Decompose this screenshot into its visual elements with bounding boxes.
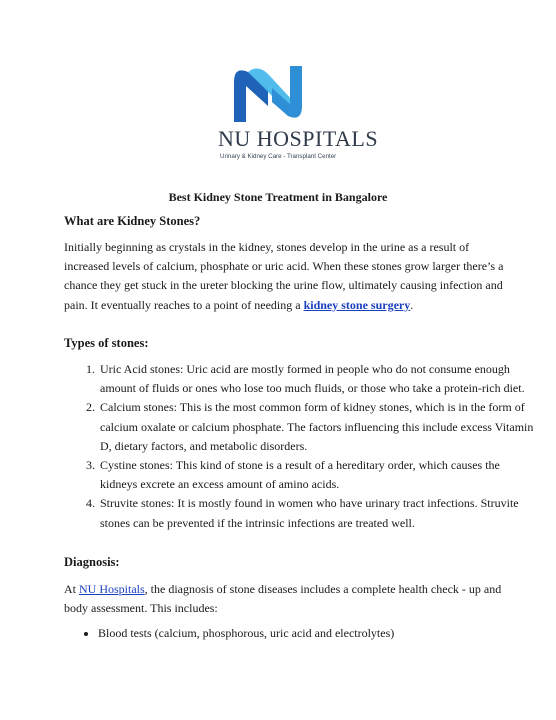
list-item-uric-acid: 1. Uric Acid stones: Uric acid are mostly formed in people who do not consume enough amount of fluids or ones who lose too much fluids, or those who take a protein-rich diet. xyxy=(98,360,538,398)
nu-hospitals-link[interactable]: NU Hospitals xyxy=(79,582,145,596)
logo-tagline: Urinary & Kidney Care - Transplant Center xyxy=(220,153,337,160)
list-item-calcium: 2. Calcium stones: This is the most common form of kidney stones, which is in the form of calcium oxalate or calcium phosphate. The factors influencing this include excess Vitamin D, dietary factors, and metabolic disorders. xyxy=(98,398,538,456)
kidney-stones-paragraph xyxy=(64,238,504,315)
diagnosis-tests-list xyxy=(64,624,538,643)
stone-types-list xyxy=(64,360,538,533)
list-item-cystine: 3. Cystine stones: This kind of stone is a result of a hereditary order, which causes the kidneys excrete an excess amount of amino acids. xyxy=(98,456,538,494)
list-item-blood-tests: • Blood tests (calcium, phosphorous, uric acid and electrolytes) xyxy=(98,624,538,643)
hospital-logo xyxy=(200,62,379,162)
kidney-stone-surgery-link[interactable]: kidney stone surgery xyxy=(303,297,411,312)
diagnosis-text: , the diagnosis of stone diseases includes a complete health check - up and body assessment. This includes: xyxy=(64,582,502,616)
diagnosis-paragraph xyxy=(64,580,504,618)
heading-diagnosis: Diagnosis: xyxy=(64,555,120,569)
heading-what-are-kidney-stones: What are Kidney Stones? xyxy=(64,214,201,228)
nu-logo-mark-icon xyxy=(228,62,308,124)
page-title: Best Kidney Stone Treatment in Bangalore xyxy=(168,190,388,204)
heading-types-of-stones: Types of stones: xyxy=(64,336,149,350)
kidney-stones-text: Initially beginning as crystals in the kidney, stones develop in the urine as a result of increased levels of calcium, phosphate or uric acid. When these stones grow larger there’s a chance they get stuck in the ureter blocking the urine flow, ultimately causing infection and pain. It eventually reaches to a point of needing a xyxy=(64,240,504,312)
diagnosis-prefix: At xyxy=(64,582,79,596)
logo-name: NU HOSPITALS xyxy=(218,126,379,151)
list-item-struvite: 4. Struvite stones: It is mostly found in women who have urinary tract infections. Struvite stones can be prevented if the intrinsic infections are treated well. xyxy=(98,494,538,532)
kidney-stones-tail: . xyxy=(410,297,414,312)
